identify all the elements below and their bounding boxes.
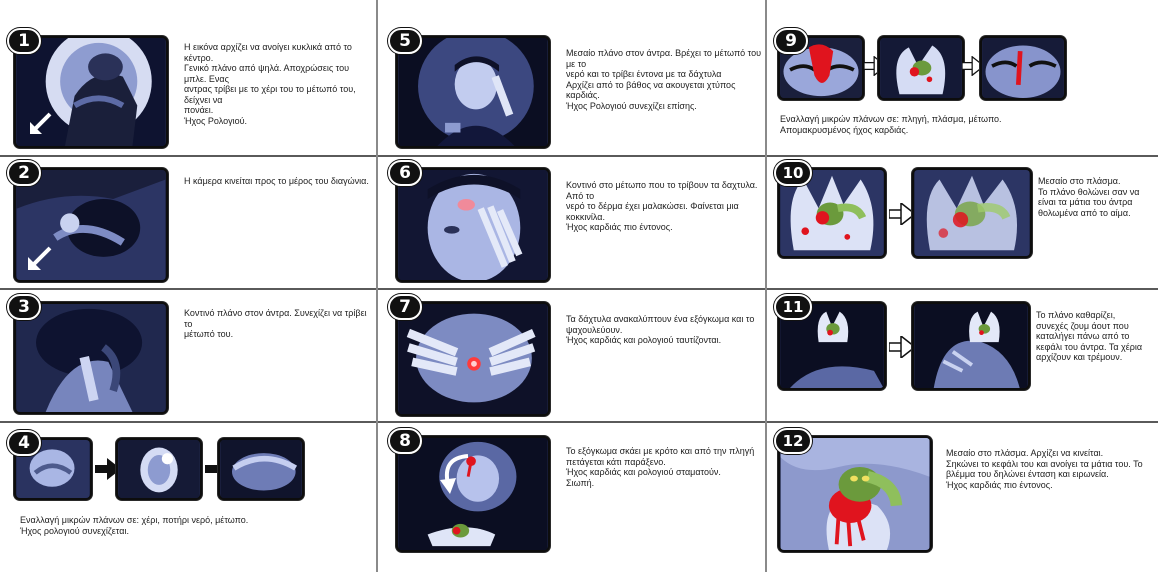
diagonal-arrow-icon <box>26 110 54 138</box>
scene-number-badge: 2 <box>7 160 41 186</box>
scene-number-badge: 10 <box>774 160 812 186</box>
scene-number-badge: 6 <box>388 160 422 186</box>
diagonal-arrow-icon <box>24 244 54 274</box>
scene-description: Εναλλαγή μικρών πλάνων σε: χέρι, ποτήρι νερό, μέτωπο. Ήχος ρολογιού συνεχίζεται. <box>20 515 249 536</box>
scene-description: Εναλλαγή μικρών πλάνων σε: πληγή, πλάσμα, μέτωπο. Απομακρυσμένος ήχος καρδιάς. <box>780 114 1002 135</box>
storyboard-frame <box>218 438 304 500</box>
scene-description: Τα δάχτυλα ανακαλύπτουν ένα εξόγκωμα και το ψαχουλεύουν. Ήχος καρδιάς και ρολογιού ταυτίζονται. <box>566 314 755 345</box>
scene-number-badge: 4 <box>7 430 41 456</box>
scene-description: Το πλάνο καθαρίζει, συνεχές ζουμ άουτ που καταλήγει πάνω από το κεφάλι του άντρα. Τα χέρια αρχίζουν και τρέμουν. <box>1036 310 1143 362</box>
scene-description: Το εξόγκωμα σκάει με κρότο και από την πληγή πετάγεται κάτι παράξενο. Ήχος καρδιάς και ρολογιού σταματούν. Σιωπή. <box>566 446 755 488</box>
storyboard-frame <box>912 168 1032 258</box>
scene-description: Μεσαίο στο πλάσμα. Το πλάνο θολώνει σαν να είναι τα μάτια του άντρα θολωμένα από το αίμα. <box>1038 176 1140 218</box>
row-divider <box>0 288 1158 290</box>
scene-number-badge: 12 <box>774 428 812 454</box>
scene-number-badge: 1 <box>7 28 41 54</box>
storyboard-frame <box>396 436 550 552</box>
row-divider <box>0 155 1158 157</box>
curved-arrow-icon <box>438 450 472 494</box>
column-divider <box>376 0 378 572</box>
scene-description: Μεσαίο πλάνο στον άντρα. Βρέχει το μέτωπό του με το νερό και το τρίβει έντονα με τα δάχτυλα Αρχίζει από το βάθος να ακουγεται χτύπος καρδιάς. Ήχος Ρολογιού συνεχίζει επίσης. <box>566 48 762 111</box>
scene-description: Κοντινό στο μέτωπο που το τρίβουν τα δαχτυλα. Από το νερό το δέρμα έχει μαλακώσει. Φαίνεται μια κοκκινίλα. Ήχος καρδιάς πιο έντονος. <box>566 180 758 232</box>
row-divider <box>0 421 1158 423</box>
scene-number-badge: 8 <box>388 428 422 454</box>
scene-description: Μεσαίο στο πλάσμα. Αρχίζει να κινείται. Σηκώνει το κεφάλι του και ανοίγει τα μάτια του. Το βλέμμα του δηλώνει ένταση και ειρωνεία. Ήχος καρδιάς πιο έντονος. <box>946 448 1143 490</box>
scene-description: Κοντινό πλάνο στον άντρα. Συνεχίζει να τρίβει το μέτωπό του. <box>184 308 367 339</box>
storyboard-frame <box>878 36 964 100</box>
storyboard-frame <box>14 36 168 148</box>
column-divider <box>765 0 767 572</box>
scene-number-badge: 5 <box>388 28 422 54</box>
scene-number-badge: 3 <box>7 294 41 320</box>
storyboard-frame <box>912 302 1030 390</box>
storyboard-frame <box>14 302 168 414</box>
storyboard-frame <box>396 36 550 148</box>
scene-description: Η εικόνα αρχίζει να ανοίγει κυκλικά από το κέντρο. Γενικό πλάνο από ψηλά. Αποχρώσεις του μπλε. Ενας αντρας τρίβει με το χέρι του το μέτωπό του, δείχνει να πονάει. Ήχος Ρολογιού. <box>184 42 356 126</box>
scene-number-badge: 11 <box>774 294 812 320</box>
scene-number-badge: 7 <box>388 294 422 320</box>
storyboard-frame <box>14 168 168 282</box>
storyboard-frame <box>116 438 202 500</box>
scene-description: Η κάμερα κινείται προς το μέρος του διαγώνια. <box>184 176 369 186</box>
scene-number-badge: 9 <box>774 28 808 54</box>
storyboard-frame <box>980 36 1066 100</box>
storyboard-frame <box>396 168 550 282</box>
storyboard-frame <box>396 302 550 416</box>
